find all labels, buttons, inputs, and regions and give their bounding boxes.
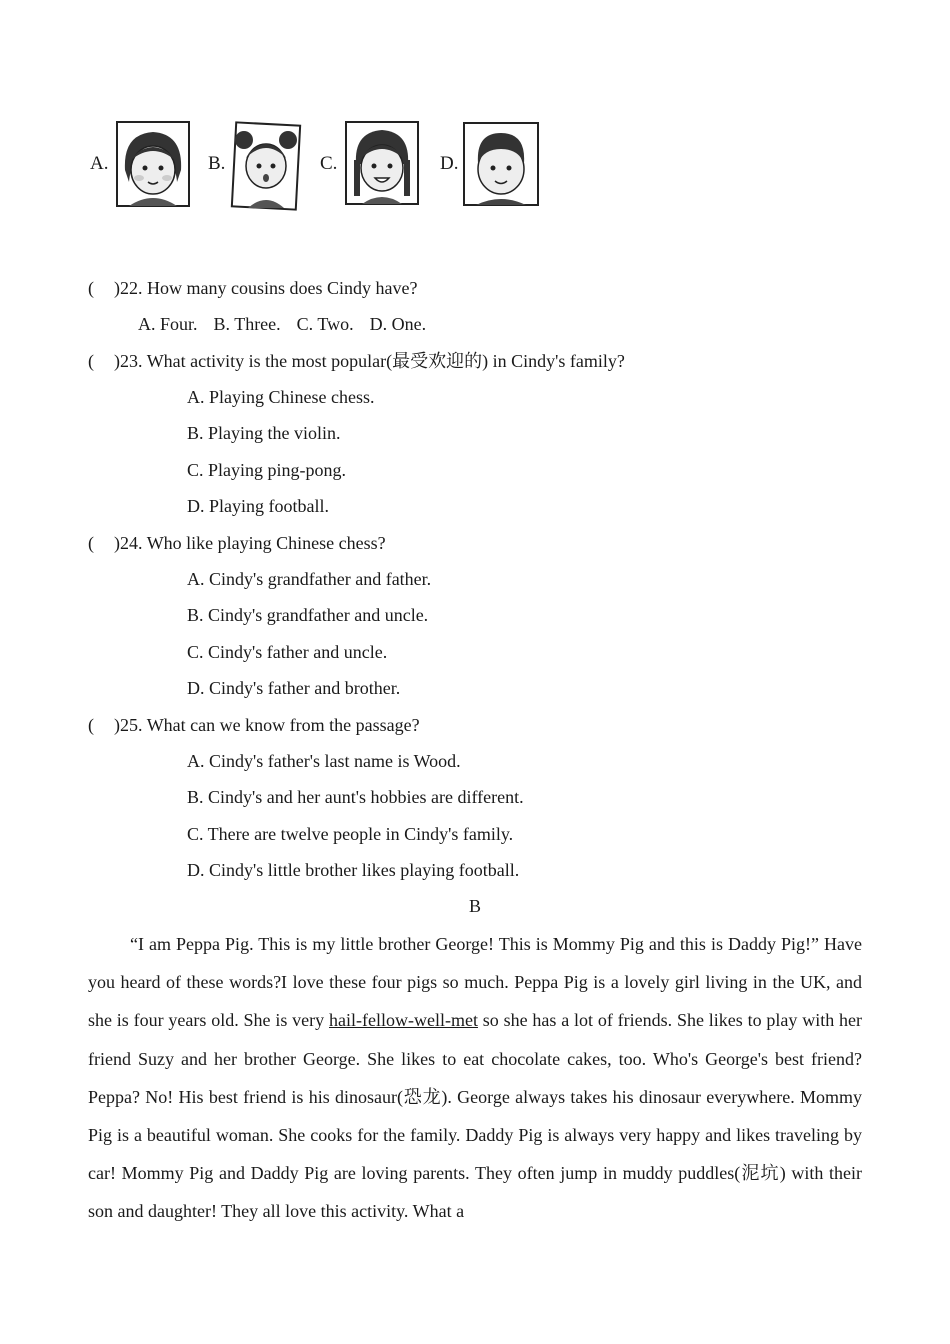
question-number: )23. bbox=[114, 351, 143, 371]
option-c[interactable]: C. Two. bbox=[296, 314, 354, 334]
picture-label: A. bbox=[90, 153, 109, 174]
question-text: Who like playing Chinese chess? bbox=[146, 533, 386, 553]
option-d[interactable]: D. Playing football. bbox=[187, 496, 329, 516]
option-a[interactable]: A. Playing Chinese chess. bbox=[187, 387, 375, 407]
girl-braids-icon bbox=[344, 120, 420, 206]
passage-b bbox=[88, 925, 862, 1231]
question-number: )24. bbox=[114, 533, 143, 553]
option-c[interactable]: C. There are twelve people in Cindy's family. bbox=[187, 824, 514, 844]
girl-short-hair-icon bbox=[115, 120, 191, 208]
question-22 bbox=[88, 277, 417, 299]
passage-text-end: so she has a lot of friends. She likes to play with her friend Suzy and her brother George. She likes to eat chocolate cakes, too. Who's George's best friend? Peppa? No! His best friend is his dinosaur(恐龙). George always takes his dinosaur everywhere. Mommy Pig is a beautiful woman. She cooks for the family. Daddy Pig is always very happy and likes traveling by car! Mommy Pig and Daddy Pig are loving parents. They often jump in muddy puddles(泥坑) with their son and daughter! They all love this activity. What a bbox=[88, 1010, 862, 1222]
option-c[interactable]: C. Cindy's father and uncle. bbox=[187, 642, 388, 662]
option-d[interactable]: D. One. bbox=[369, 314, 427, 334]
boy-icon bbox=[462, 121, 540, 207]
girl-pigtails-icon bbox=[230, 120, 302, 212]
question-text: What can we know from the passage? bbox=[146, 715, 420, 735]
passage-text-start: “I am Peppa Pig. This is my little brother George! This is Mommy Pig and this is Daddy Pig!” Have you heard of these words?I love these four pigs so much. Peppa Pig is a lovely girl living in the UK, and she is four years old. She is very bbox=[88, 934, 862, 1031]
section-b-heading: B bbox=[468, 896, 481, 916]
underlined-phrase: hail-fellow-well-met bbox=[329, 1010, 478, 1031]
question-number: )22. bbox=[114, 278, 143, 298]
option-d[interactable]: D. Cindy's father and brother. bbox=[187, 678, 401, 698]
option-c[interactable]: C. Playing ping-pong. bbox=[187, 460, 347, 480]
question-number: )25. bbox=[114, 715, 143, 735]
question-24 bbox=[88, 532, 386, 554]
question-text: How many cousins does Cindy have? bbox=[147, 278, 418, 298]
answer-paren[interactable]: ( bbox=[88, 715, 94, 735]
picture-label: C. bbox=[320, 153, 338, 174]
question-23 bbox=[88, 350, 625, 372]
option-d[interactable]: D. Cindy's little brother likes playing football. bbox=[187, 860, 520, 880]
answer-paren[interactable]: ( bbox=[88, 351, 94, 371]
option-a[interactable]: A. Four. bbox=[138, 314, 198, 334]
picture-label: B. bbox=[208, 153, 226, 174]
option-b[interactable]: B. Cindy's and her aunt's hobbies are different. bbox=[187, 787, 524, 807]
question-text: What activity is the most popular(最受欢迎的) in Cindy's family? bbox=[146, 351, 625, 371]
picture-label: D. bbox=[440, 153, 459, 174]
answer-paren[interactable]: ( bbox=[88, 533, 94, 553]
picture-options bbox=[90, 118, 560, 213]
question-22-options bbox=[138, 313, 442, 335]
option-a[interactable]: A. Cindy's grandfather and father. bbox=[187, 569, 432, 589]
option-b[interactable]: B. Cindy's grandfather and uncle. bbox=[187, 605, 429, 625]
option-b[interactable]: B. Three. bbox=[213, 314, 281, 334]
question-25 bbox=[88, 714, 420, 736]
option-b[interactable]: B. Playing the violin. bbox=[187, 423, 341, 443]
option-a[interactable]: A. Cindy's father's last name is Wood. bbox=[187, 751, 461, 771]
answer-paren[interactable]: ( bbox=[88, 278, 94, 298]
